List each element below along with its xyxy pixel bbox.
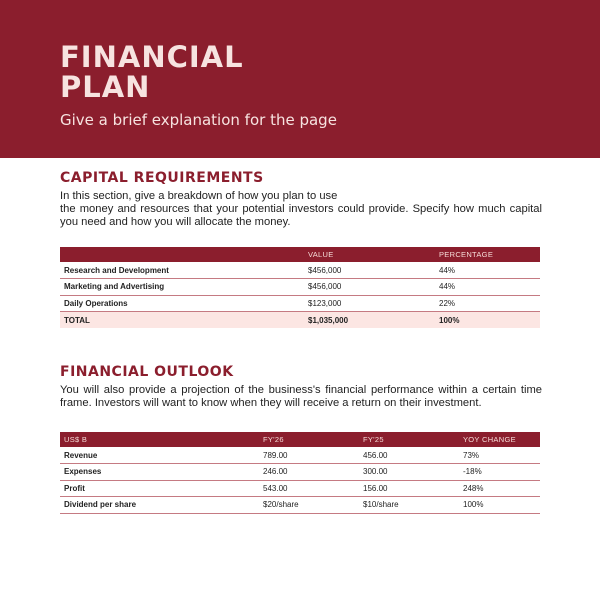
value-cell: $123,000 (304, 295, 435, 312)
capital-paragraph-line-1: In this section, give a breakdown of how you plan to use (60, 190, 338, 202)
column-header: FY'26 (259, 432, 359, 447)
table-row (60, 497, 540, 514)
fy25-cell: $10/share (359, 497, 459, 514)
total-row (60, 312, 540, 329)
column-header (60, 247, 304, 262)
fy26-cell: 789.00 (259, 447, 359, 464)
table-row (60, 464, 540, 481)
column-header: US$ B (60, 432, 259, 447)
title-line-2: PLAN (60, 70, 151, 104)
table-header-row (60, 432, 540, 447)
fy26-cell: $20/share (259, 497, 359, 514)
percentage-cell: 44% (435, 279, 540, 296)
table-row (60, 447, 540, 464)
fy26-cell: 246.00 (259, 464, 359, 481)
row-label: Profit (60, 480, 259, 497)
row-label: Dividend per share (60, 497, 259, 514)
column-header: PERCENTAGE (435, 247, 540, 262)
yoy-cell: 100% (459, 497, 540, 514)
row-label: Revenue (60, 447, 259, 464)
row-label: Marketing and Advertising (60, 279, 304, 296)
capital-paragraph-rest: the money and resources that your potential investors could provide. Specify how much capital you need and how you will allocate the money. (60, 203, 542, 228)
outlook-table (60, 432, 540, 514)
value-cell: $456,000 (304, 279, 435, 296)
total-percentage: 100% (435, 312, 540, 329)
row-label: Research and Development (60, 262, 304, 279)
row-label: Expenses (60, 464, 259, 481)
percentage-cell: 44% (435, 262, 540, 279)
column-header: YOY CHANGE (459, 432, 540, 447)
financial-outlook-paragraph: You will also provide a projection of the business's financial performance within a certain time frame. Investors will want to know when they will receive a return on their investment. (60, 384, 542, 409)
fy25-cell: 300.00 (359, 464, 459, 481)
table-row (60, 262, 540, 279)
page-title (60, 42, 244, 102)
percentage-cell: 22% (435, 295, 540, 312)
capital-requirements-paragraph (60, 190, 542, 229)
yoy-cell: 73% (459, 447, 540, 464)
table-row (60, 279, 540, 296)
total-value: $1,035,000 (304, 312, 435, 329)
total-label: TOTAL (60, 312, 304, 329)
capital-table (60, 247, 540, 328)
fy26-cell: 543.00 (259, 480, 359, 497)
fy25-cell: 456.00 (359, 447, 459, 464)
fy25-cell: 156.00 (359, 480, 459, 497)
value-cell: $456,000 (304, 262, 435, 279)
title-line-1: FINANCIAL (60, 40, 244, 74)
yoy-cell: -18% (459, 464, 540, 481)
column-header: VALUE (304, 247, 435, 262)
table-row (60, 480, 540, 497)
yoy-cell: 248% (459, 480, 540, 497)
financial-outlook-heading: FINANCIAL OUTLOOK (60, 364, 234, 380)
page-subtitle: Give a brief explanation for the page (60, 111, 337, 129)
row-label: Daily Operations (60, 295, 304, 312)
column-header: FY'25 (359, 432, 459, 447)
header-banner (0, 0, 600, 158)
table-row (60, 295, 540, 312)
capital-requirements-heading: CAPITAL REQUIREMENTS (60, 170, 264, 186)
table-header-row (60, 247, 540, 262)
